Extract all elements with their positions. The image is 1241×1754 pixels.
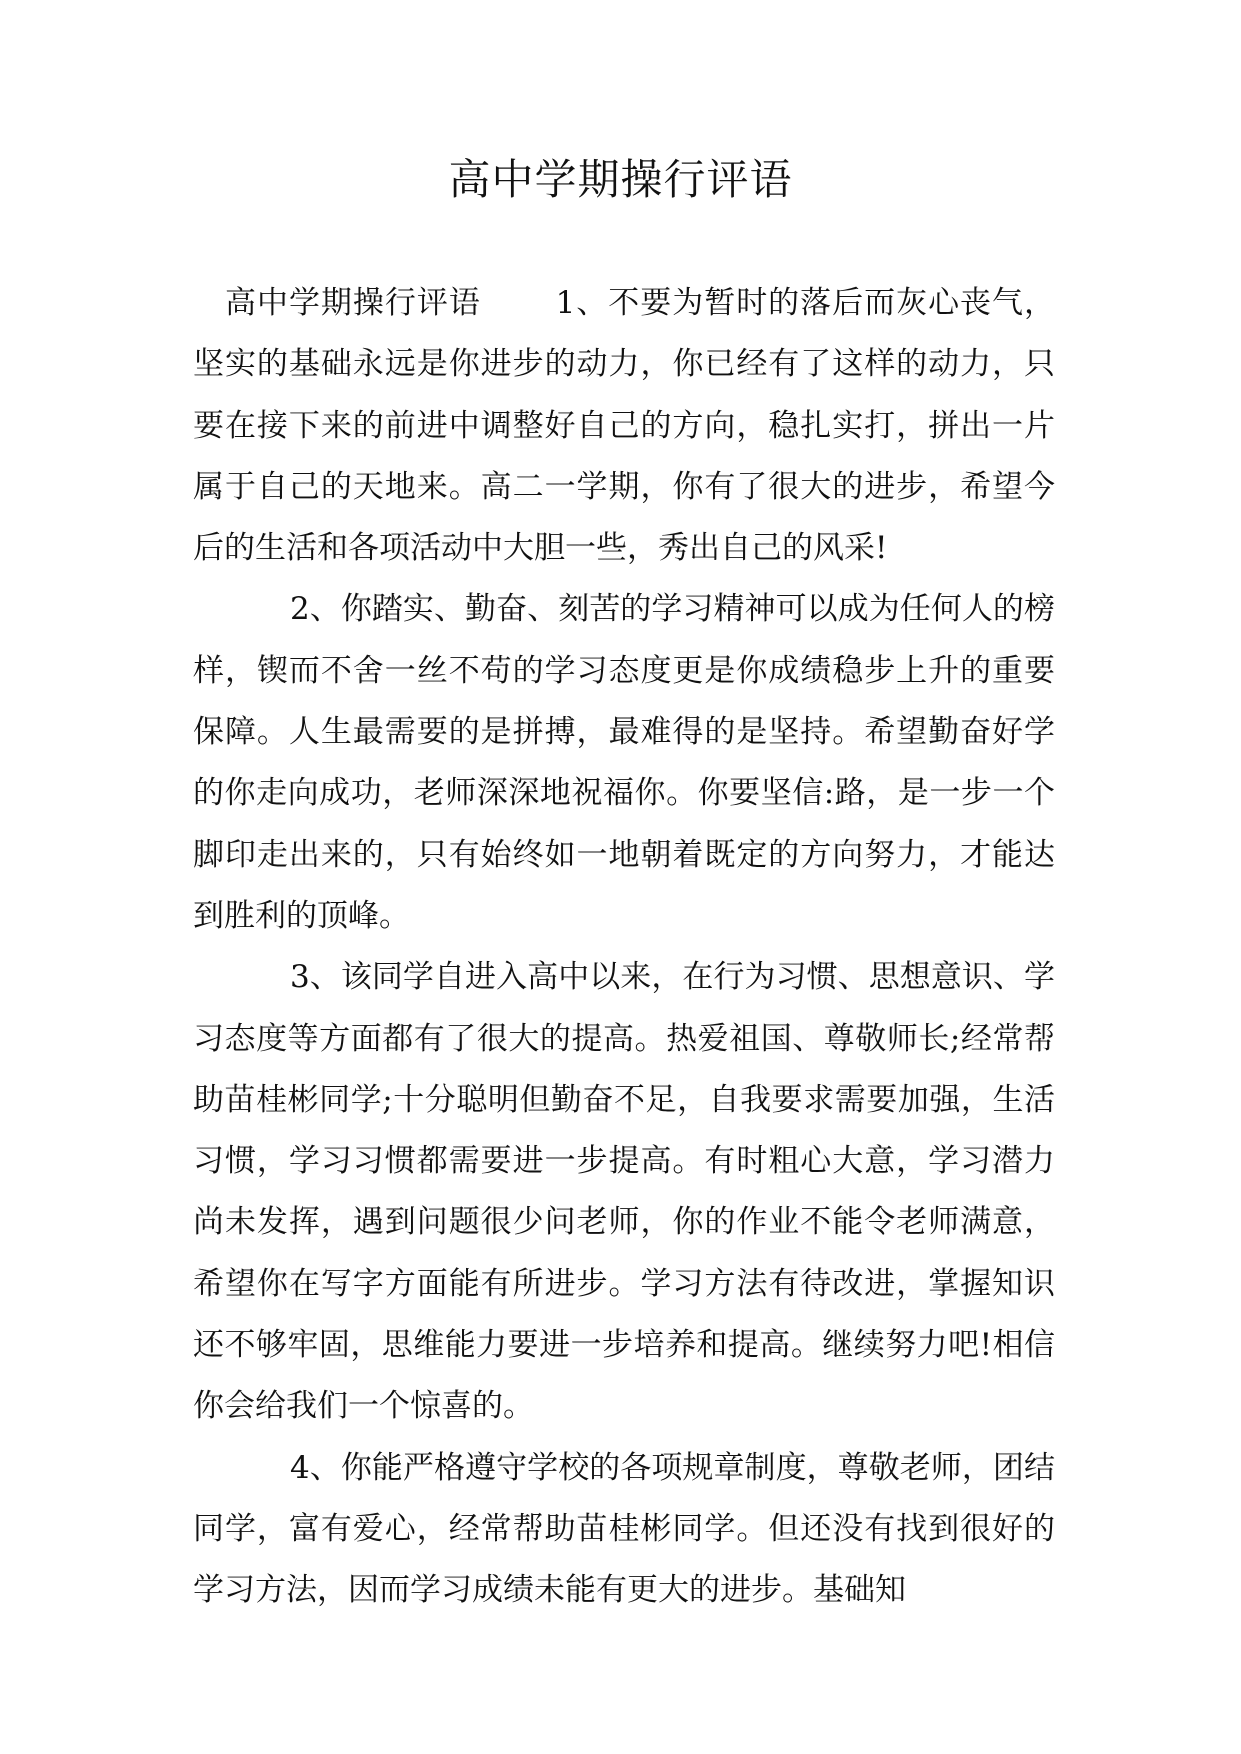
paragraph-2: 2、你踏实、勤奋、刻苦的学习精神可以成为任何人的榜样，锲而不舍一丝不苟的学习态度更是你成绩稳步上升的重要保障。人生最需要的是拼搏，最难得的是坚持。希望勤奋好学的你走向成功，老师深深地祝福你。你要坚信:路，是一步一个脚印走出来的，只有始终如一地朝着既定的方向努力，才能达到胜利的顶峰。 xyxy=(193,591,1055,934)
document-title: 高中学期操行评语 xyxy=(448,155,793,204)
paragraph-3: 3、该同学自进入高中以来，在行为习惯、思想意识、学习态度等方面都有了很大的提高。热爱祖国、尊敬师长;经常帮助苗桂彬同学;十分聪明但勤奋不足，自我要求需要加强，生活习惯，学习习惯都需要进一步提高。有时粗心大意，学习潜力尚未发挥，遇到问题很少问老师，你的作业不能令老师满意，希望你在写字方面能有所进步。学习方法有待改进，掌握知识还不够牢固，思维能力要进一步培养和提高。继续努力吧!相信你会给我们一个惊喜的。 xyxy=(193,959,1055,1425)
paragraph-1: 高中学期操行评语 1、不要为暂时的落后而灰心丧气，坚实的基础永远是你进步的动力，你已经有了这样的动力，只要在接下来的前进中调整好自己的方向，稳扎实打，拼出一片属于自己的天地来。高二一学期，你有了很大的进步，希望今后的生活和各项活动中大胆一些，秀出自己的风采! xyxy=(193,285,1055,567)
paragraph-4: 4、你能严格遵守学校的各项规章制度，尊敬老师，团结同学，富有爱心，经常帮助苗桂彬同学。但还没有找到很好的学习方法，因而学习成绩未能有更大的进步。基础知 xyxy=(193,1449,1055,1609)
document-body xyxy=(193,273,1055,1622)
